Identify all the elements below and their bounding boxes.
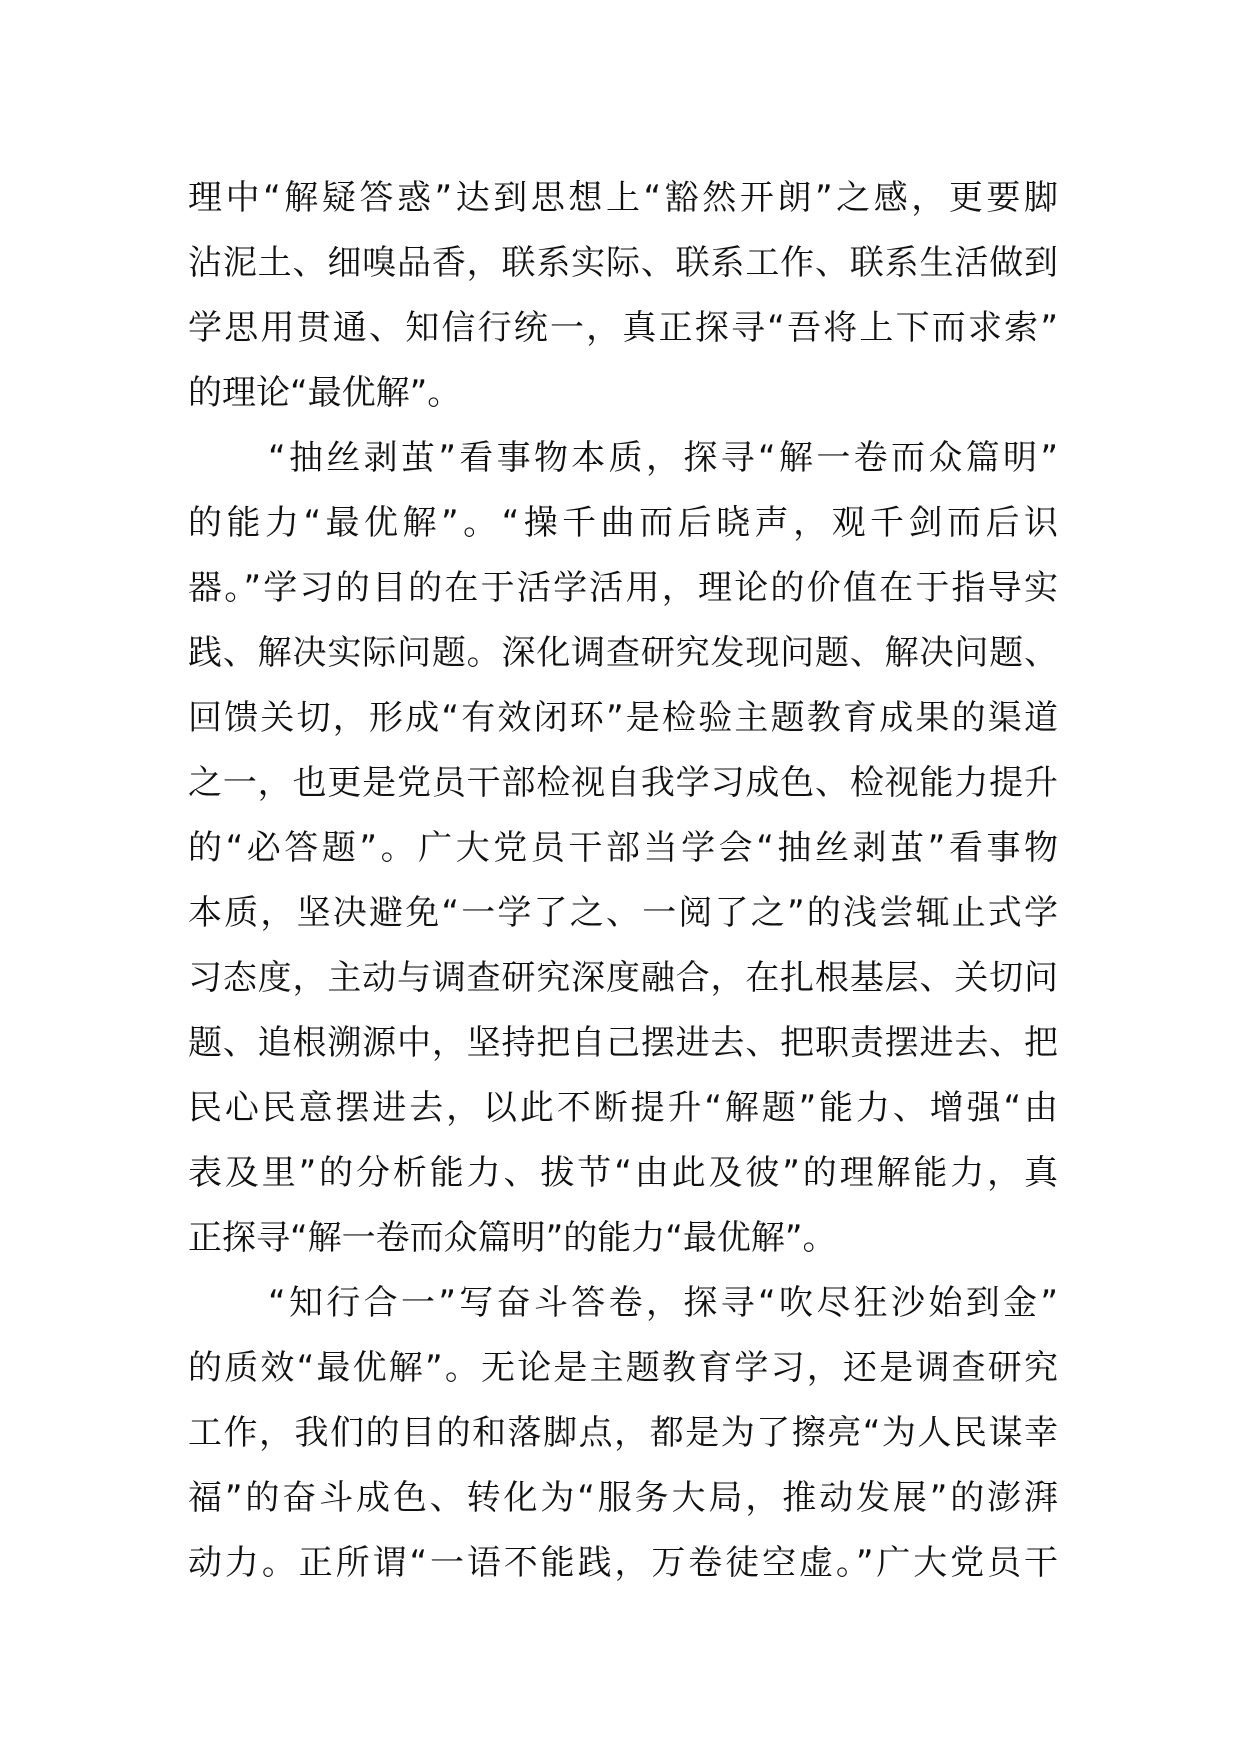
text-line: 工作，我们的目的和落脚点，都是为了擦亮“为人民谋幸: [188, 1413, 1058, 1453]
paragraph-2: [188, 426, 1058, 1271]
text-line: 习态度，主动与调查研究深度融合，在扎根基层、关切问: [188, 958, 1058, 998]
text-line: 本质，坚决避免“一学了之、一阅了之”的浅尝辄止式学: [188, 893, 1058, 933]
text-line: 学思用贯通、知信行统一，真正探寻“吾将上下而求索”: [188, 308, 1058, 348]
text-line: 器。”学习的目的在于活学活用，理论的价值在于指导实: [188, 568, 1058, 608]
text-line: 福”的奋斗成色、转化为“服务大局，推动发展”的澎湃: [188, 1478, 1058, 1518]
text-line: 的“必答题”。广大党员干部当学会“抽丝剥茧”看事物: [188, 828, 1058, 868]
text-line: 表及里”的分析能力、拔节“由此及彼”的理解能力，真: [188, 1153, 1058, 1193]
text-line: 的理论“最优解”。: [188, 373, 462, 413]
body-text: [188, 166, 1058, 1596]
text-line: 正探寻“解一卷而众篇明”的能力“最优解”。: [188, 1218, 837, 1258]
text-line: “知行合一”写奋斗答卷，探寻“吹尽狂沙始到金”: [268, 1283, 1058, 1323]
text-line: 民心民意摆进去，以此不断提升“解题”能力、增强“由: [188, 1088, 1058, 1128]
paragraph-3: [188, 1271, 1058, 1596]
text-line: 回馈关切，形成“有效闭环”是检验主题教育成果的渠道: [188, 698, 1058, 738]
text-line: 题、追根溯源中，坚持把自己摆进去、把职责摆进去、把: [188, 1023, 1058, 1063]
text-line: 沾泥土、细嗅品香，联系实际、联系工作、联系生活做到: [188, 243, 1058, 283]
text-line: 践、解决实际问题。深化调查研究发现问题、解决问题、: [188, 633, 1058, 673]
text-line: 动力。正所谓“一语不能践，万卷徒空虚。”广大党员干: [188, 1543, 1058, 1583]
paragraph-1: [188, 166, 1058, 426]
text-line: “抽丝剥茧”看事物本质，探寻“解一卷而众篇明”: [268, 438, 1058, 478]
text-line: 理中“解疑答惑”达到思想上“豁然开朗”之感，更要脚: [188, 178, 1058, 218]
text-line: 之一，也更是党员干部检视自我学习成色、检视能力提升: [188, 763, 1058, 803]
text-line: 的质效“最优解”。无论是主题教育学习，还是调查研究: [188, 1348, 1058, 1388]
text-line: 的能力“最优解”。“操千曲而后晓声，观千剑而后识: [188, 503, 1058, 543]
